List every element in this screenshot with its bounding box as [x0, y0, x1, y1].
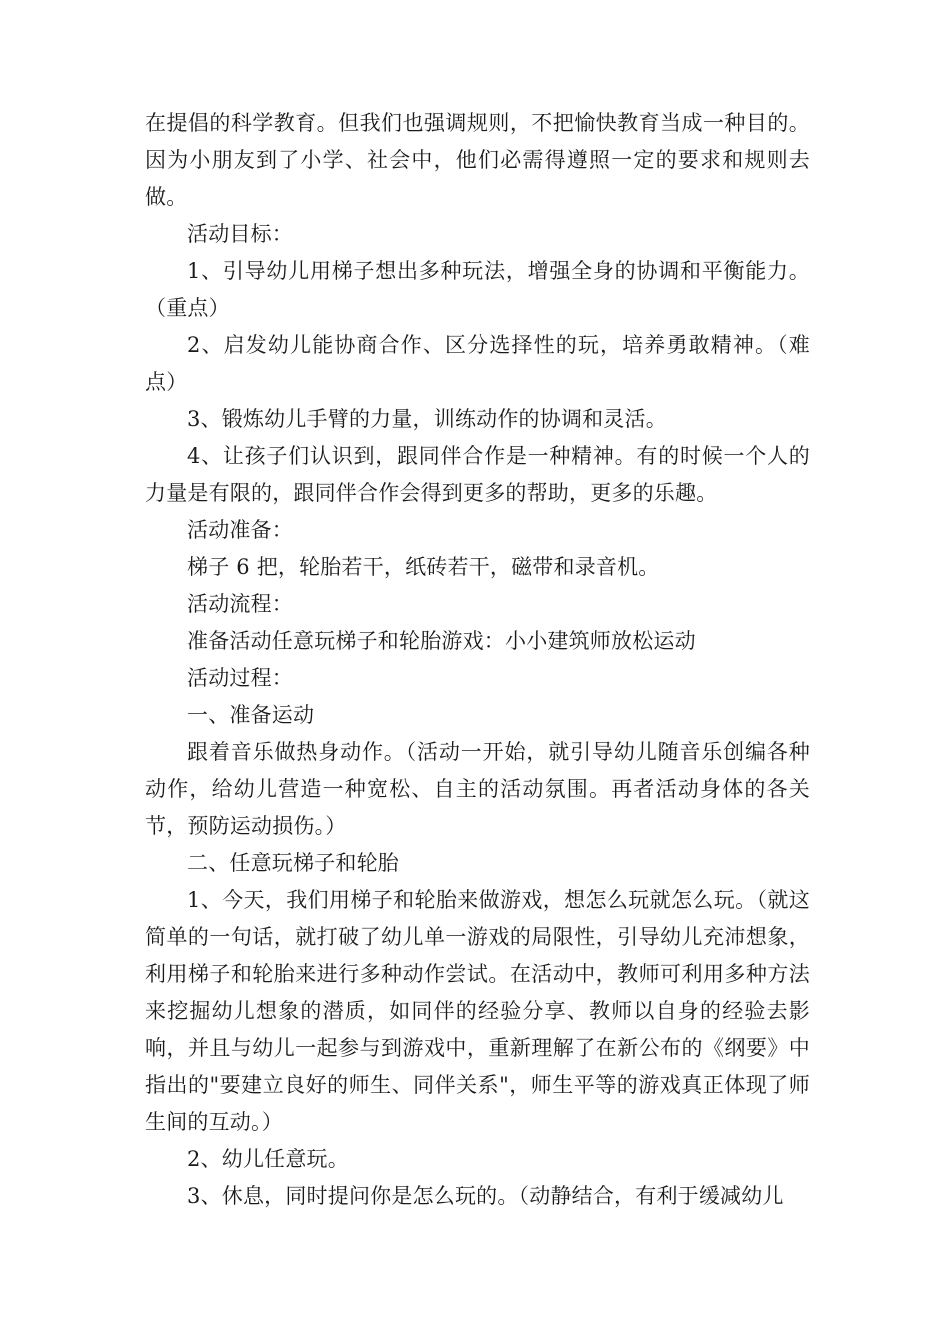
heading-activity-goals: 活动目标：	[187, 222, 293, 246]
warmup-paragraph: 跟着音乐做热身动作。（活动一开始，就引导幼儿随音乐创编各种动作，给幼儿营造一种宽松、自主的活动氛围。再者活动身体的各关节，预防运动损伤。）	[145, 740, 810, 838]
heading-activity-process: 活动过程：	[187, 666, 293, 690]
preparation-materials: 梯子 6 把，轮胎若干，纸砖若干，磁带和录音机。	[187, 555, 660, 579]
heading-activity-preparation: 活动准备：	[187, 518, 293, 542]
section-warmup-heading: 一、准备运动	[187, 703, 315, 727]
goal-item-2: 2、启发幼儿能协商合作、区分选择性的玩，培养勇敢精神。（难点）	[145, 333, 810, 394]
heading-activity-flow: 活动流程：	[187, 592, 293, 616]
document-body	[145, 105, 810, 1215]
goal-item-1: 1、引导幼儿用梯子想出多种玩法，增强全身的协调和平衡能力。（重点）	[145, 259, 810, 320]
free-play-step-3: 3、休息，同时提问你是怎么玩的。（动静结合，有利于缓减幼儿	[187, 1184, 784, 1208]
activity-flow-text: 准备活动任意玩梯子和轮胎游戏：小小建筑师放松运动	[187, 629, 696, 653]
goal-item-3: 3、锻炼幼儿手臂的力量，训练动作的协调和灵活。	[187, 407, 667, 431]
section-free-play-heading: 二、任意玩梯子和轮胎	[187, 851, 399, 875]
paragraph-intro-continuation: 在提倡的科学教育。但我们也强调规则，不把愉快教育当成一种目的。因为小朋友到了小学、社会中，他们必需得遵照一定的要求和规则去做。	[145, 111, 810, 209]
goal-item-4: 4、让孩子们认识到，跟同伴合作是一种精神。有的时候一个人的力量是有限的，跟同伴合作会得到更多的帮助，更多的乐趣。	[145, 444, 810, 505]
free-play-step-2: 2、幼儿任意玩。	[187, 1147, 349, 1171]
free-play-step-1: 1、今天，我们用梯子和轮胎来做游戏，想怎么玩就怎么玩。（就这简单的一句话，就打破了幼儿单一游戏的局限性，引导幼儿充沛想象，利用梯子和轮胎来进行多种动作尝试。在活动中，教师可利用多种方法来挖掘幼儿想象的潜质，如同伴的经验分享、教师以自身的经验去影响，并且与幼儿一起参与到游戏中，重新理解了在新公布的《纲要》中指出的"要建立良好的师生、同伴关系"，师生平等的游戏真正体现了师生间的互动。）	[145, 888, 810, 1134]
